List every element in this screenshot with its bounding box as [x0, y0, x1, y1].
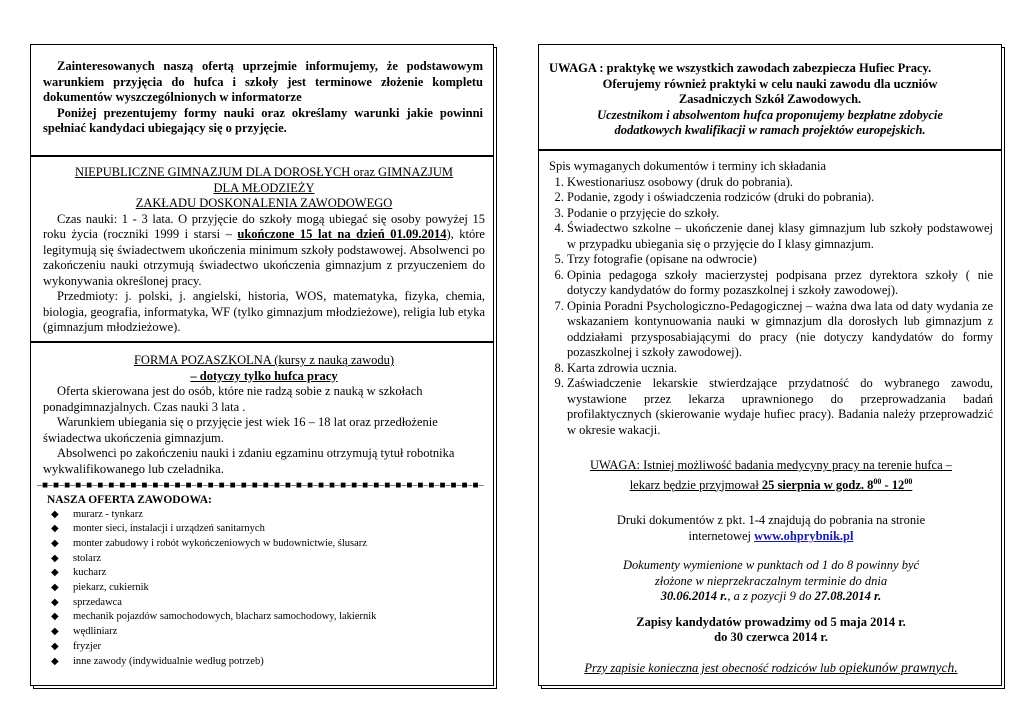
offer-item-label: piekarz, cukiernik: [73, 582, 149, 594]
deadline-line-1: Dokumenty wymienione w punktach od 1 do 8 powinny być: [622, 558, 920, 573]
document-item: 9. Zaświadczenie lekarskie stwierdzające przydatność do wybranego zawodu, wystawione przez lekarza uprawnionego do przeprowadzania badań profilaktycznych (skierowanie wydaje hufiec pracy). Badania należy przeprowadzić w okresie wakacji.: [567, 376, 993, 438]
diamond-bullet-icon: ◆: [51, 567, 59, 579]
medical-date: 25 sierpnia w godz. 8: [761, 477, 874, 492]
download-text: internetowej: [688, 528, 755, 543]
deadline-date-2: 27.08.2014 r.: [814, 589, 882, 604]
deadline-info: [549, 558, 993, 605]
document-item: 2. Podanie, zgody i oświadczenia rodziców (druki do pobrania).: [567, 190, 993, 206]
document-item: 5. Trzy fotografie (opisane na odwrocie): [567, 252, 993, 268]
offer-title: NASZA OFERTA ZAWODOWA:: [47, 494, 212, 506]
notice-box: [539, 45, 1001, 147]
documents-list: [549, 175, 993, 439]
offer-item: [47, 508, 485, 523]
offer-item: [47, 522, 485, 537]
diamond-bullet-icon: ◆: [51, 640, 59, 652]
pozaszkolna-paragraph-3: Absolwenci po zakończeniu nauki i zdaniu egzaminu otrzymują tytuł robotnika wykwalifikowanego lub czeladnika.: [43, 446, 455, 476]
gimnazjum-text-c: ), które legitymują się świadectwem ukończenia minimum szkoły podstawowej. Absolwenci po zakończeniu nauki otrzymują świadectwo ukończenia gimnazjum z przyuczeniem do wykonywania określonej pracy.: [43, 227, 485, 288]
parents-info: [549, 660, 993, 677]
offer-item-label: stolarz: [73, 552, 101, 564]
download-line-2: [549, 529, 993, 545]
notice-line-3: Zasadniczych Szkół Zawodowych.: [678, 92, 862, 106]
parents-guardians: opiekunów prawnych.: [839, 659, 958, 675]
offer-item-label: mechanik pojazdów samochodowych, blacharz samochodowy, lakiernik: [73, 611, 377, 623]
parents-text: Przy zapisie konieczna jest obecność rodziców lub: [584, 660, 840, 675]
diamond-bullet-icon: ◆: [51, 655, 59, 667]
medical-text: lekarz będzie przyjmował: [629, 477, 762, 492]
notice-line-2: Oferujemy również praktyki w celu nauki zawodu dla uczniów: [602, 76, 938, 91]
diamond-bullet-icon: ◆: [51, 552, 59, 564]
documents-box: [539, 149, 1001, 685]
diamond-bullet-icon: ◆: [51, 523, 59, 535]
documents-title: Spis wymaganych dokumentów i terminy ich składania: [549, 159, 827, 173]
intro-paragraph-1: Zainteresowanych naszą ofertą uprzejmie informujemy, że podstawowym warunkiem przyjęcia do hufca i szkoły jest terminowe złożenie kompletu dokumentów wyszczególnionych w informatorze: [43, 59, 483, 104]
medical-sup-1: 00: [873, 476, 882, 486]
deadline-text: , a z pozycji 9 do: [727, 589, 815, 604]
offer-item-label: fryzjer: [73, 640, 101, 652]
diamond-bullet-icon: ◆: [51, 537, 59, 549]
offer-item-label: kucharz: [73, 567, 107, 579]
offer-item: [47, 566, 485, 581]
enrollment-line-2: do 30 czerwca 2014 r.: [714, 630, 828, 645]
medical-sup-2: 00: [904, 476, 913, 486]
gimnazjum-subjects: Przedmioty: j. polski, j. angielski, historia, WOS, matematyka, fizyka, chemia, biologia, geografia, informatyka, WF (tylko gimnazjum młodzieżowe), religia lub etyka (gimnazjum młodzieżowe).: [43, 289, 485, 334]
left-panel: [30, 44, 494, 686]
medical-line-2: [549, 474, 993, 494]
offer-item-label: monter sieci, instalacji i urządzeń sanitarnych: [73, 523, 265, 535]
pozaszkolna-paragraph-1: Oferta skierowana jest do osób, które nie radzą sobie z nauką w szkołach ponadgimnazjalnych. Czas nauki 3 lata .: [43, 384, 423, 414]
gimnazjum-subtitle: ZAKŁADU DOSKONALENIA ZAWODOWEGO: [135, 196, 393, 210]
document-item: 1. Kwestionariusz osobowy (druk do pobrania).: [567, 175, 993, 191]
offer-item-label: murarz - tynkarz: [73, 508, 143, 520]
website-link[interactable]: www.ohprybnik.pl: [754, 528, 854, 543]
offer-item: [47, 625, 485, 640]
deadline-line-2: złożone w nieprzekraczalnym terminie do dnia: [654, 573, 888, 588]
download-info: [549, 513, 993, 544]
notice-line-5: dodatkowych kwalifikacji w ramach projektów europejskich.: [614, 123, 926, 137]
document-item: 7. Opinia Poradni Psychologiczno-Pedagogicznej – ważna dwa lata od daty wydania ze wskazaniem kontynuowania nauki w gimnazjum dla dorosłych lub gimnazjum z oddziałami przysposabiającymi do pracy (nie dotyczy kandydatów do formy pozaszkolnej i szkoły zawodowej).: [567, 299, 993, 361]
diamond-bullet-icon: ◆: [51, 582, 59, 594]
offer-item: [47, 655, 485, 670]
pozaszkolna-title: FORMA POZASZKOLNA (kursy z nauką zawodu): [133, 353, 395, 367]
diamond-bullet-icon: ◆: [51, 626, 59, 638]
diamond-bullet-icon: ◆: [51, 596, 59, 608]
notice-line-1: UWAGA : praktykę we wszystkich zawodach zabezpiecza Hufiec Pracy.: [549, 61, 932, 75]
gimnazjum-text-a: Czas nauki: 1 - 3 lata. O przyjęcie do szkoły mogą ubiegać się osoby powyżej 15 roku życia (roczniki 1999 i starsi –: [43, 211, 485, 241]
document-item: 6. Opinia pedagoga szkoły macierzystej podpisana przez dyrektora szkoły ( nie dotyczy kandydatów do formy pozaszkolnej i szkoły zawodowej).: [567, 268, 993, 299]
document-item: 4. Świadectwo szkolne – ukończenie danej klasy gimnazjum lub szkoły podstawowej w przypadku ubiegania się o przyjęcie do I klasy gimnazjum.: [567, 221, 993, 252]
notice-line-4: Uczestnikom i absolwentom hufca proponujemy bezpłatne zdobycie: [597, 107, 943, 122]
enrollment-line-1: Zapisy kandydatów prowadzimy od 5 maja 2014 r.: [636, 614, 906, 629]
document-item: 8. Karta zdrowia ucznia.: [567, 361, 993, 377]
offer-item-label: sprzedawca: [73, 596, 122, 608]
offer-item-label: inne zawody (indywidualnie według potrzeb): [73, 655, 264, 667]
enrollment-info: [549, 615, 993, 646]
gimnazjum-description: [43, 212, 485, 290]
intro-box: [31, 45, 493, 153]
offer-item-label: monter zabudowy i robót wykończeniowych w budownictwie, ślusarz: [73, 537, 367, 549]
document-item: 3. Podanie o przyjęcie do szkoły.: [567, 206, 993, 222]
parents-line: [549, 660, 993, 677]
gimnazjum-title: NIEPUBLICZNE GIMNAZJUM DLA DOROSŁYCH oraz GIMNAZJUM DLA MŁODZIEŻY: [74, 165, 454, 195]
offer-item-label: wędliniarz: [73, 626, 118, 638]
offer-item: [47, 581, 485, 596]
offer-box: [31, 481, 493, 685]
deadline-date-1: 30.06.2014 r.: [660, 589, 728, 604]
offer-item: [47, 640, 485, 655]
pozaszkolna-box: [31, 341, 493, 481]
medical-time: - 12: [881, 477, 905, 492]
right-panel: [538, 44, 1002, 686]
gimnazjum-box: [31, 155, 493, 339]
dashed-divider: –■–■–■–■–■–■–■–■–■–■–■–■–■–■–■–■–■–■–■–■–■–■–■–■–■–■–■–■–■–■–■–■–■–■–■–■–■–■–■–■–: [37, 481, 484, 491]
pozaszkolna-paragraph-2: Warunkiem ubiegania się o przyjęcie jest wiek 16 – 18 lat oraz przedłożenie świadectwa ukończenia gimnazjum.: [43, 415, 438, 445]
gimnazjum-deadline: ukończone 15 lat na dzień 01.09.2014: [237, 227, 447, 241]
offer-item: [47, 537, 485, 552]
download-line-1: Druki dokumentów z pkt. 1-4 znajdują do pobrania na stronie: [616, 513, 926, 528]
medical-notice: [549, 458, 993, 493]
offer-item: [47, 610, 485, 625]
diamond-bullet-icon: ◆: [51, 508, 59, 520]
offer-item: [47, 552, 485, 567]
deadline-line-3: [549, 589, 993, 605]
offer-item: [47, 596, 485, 611]
diamond-bullet-icon: ◆: [51, 611, 59, 623]
intro-paragraph-2: Poniżej prezentujemy formy nauki oraz określamy warunki jakie powinni spełniać kandydaci ubiegający się o przyjęcie.: [43, 105, 483, 135]
offer-list: [47, 508, 485, 670]
pozaszkolna-subtitle: – dotyczy tylko hufca pracy: [190, 368, 338, 383]
medical-line-1: UWAGA: Istniej możliwość badania medycyny pracy na terenie hufca –: [589, 458, 953, 472]
